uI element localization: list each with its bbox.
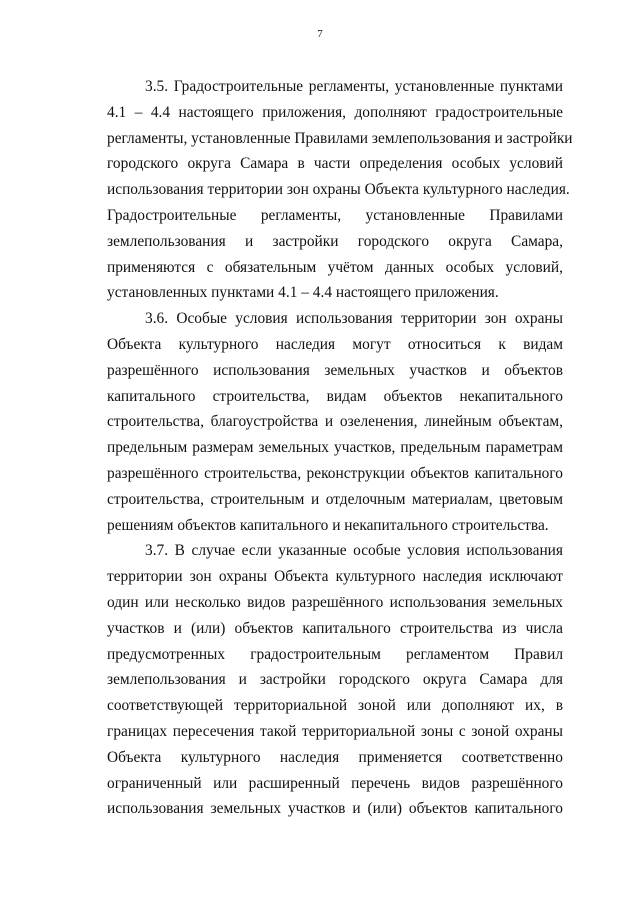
text-line: строительства, благоустройства и озеленения, линейным объектам,	[107, 413, 563, 431]
text-line: ограниченный или расширенный перечень видов разрешённого	[107, 774, 563, 792]
text-line: Градостроительные регламенты, установленные Правилами	[107, 206, 563, 224]
text-line: строительства, строительным и отделочным материалам, цветовым	[107, 490, 563, 508]
text-line: землепользования и застройки городского округа Самара,	[107, 232, 563, 250]
paragraph-3-6	[107, 306, 563, 538]
text-line: 3.7. В случае если указанные особые условия использования	[145, 542, 563, 560]
text-line: капитального строительства, видам объектов некапитального	[107, 387, 563, 405]
text-line: участков и (или) объектов капитального строительства из числа	[107, 619, 563, 637]
paragraph-3-5	[107, 74, 573, 306]
text-line: 3.5. Градостроительные регламенты, установленные пунктами	[145, 78, 563, 95]
text-line: разрешённого использования земельных участков и объектов	[107, 361, 563, 379]
text-line: использования земельных участков и (или) объектов капитального	[107, 800, 563, 818]
text-line: использования территории зон охраны Объекта культурного наследия.	[107, 181, 570, 199]
text-line: территории зон охраны Объекта культурного наследия исключают	[107, 568, 563, 586]
text-line: соответствующей территориальной зоной или дополняют их, в	[107, 697, 563, 715]
text-line: решениям объектов капитального и некапитального строительства.	[107, 516, 549, 534]
text-line: предусмотренных градостроительным регламентом Правил	[107, 645, 563, 663]
text-line: регламенты, установленные Правилами землепользования и застройки	[107, 129, 573, 147]
document-body	[107, 74, 573, 822]
text-line: разрешённого строительства, реконструкции объектов капитального	[107, 464, 563, 482]
text-line: 4.1 – 4.4 настоящего приложения, дополняют градостроительные	[107, 103, 563, 121]
text-line: городского округа Самара в части определения особых условий	[107, 155, 563, 173]
text-line: землепользования и застройки городского округа Самара для	[107, 671, 563, 689]
paragraph-3-7	[107, 538, 563, 822]
text-line: предельным размерам земельных участков, предельным параметрам	[107, 439, 563, 457]
text-line: установленных пунктами 4.1 – 4.4 настоящего приложения.	[107, 284, 499, 302]
text-line: применяются с обязательным учётом данных особых условий,	[107, 258, 563, 276]
text-line: Объекта культурного наследия применяется соответственно	[107, 748, 563, 766]
text-line: 3.6. Особые условия использования территории зон охраны	[145, 310, 563, 328]
text-line: границах пересечения такой территориальной зоны с зоной охраны	[107, 722, 563, 740]
text-line: один или несколько видов разрешённого использования земельных	[107, 593, 563, 611]
page-number: 7	[317, 28, 323, 40]
text-line: Объекта культурного наследия могут относиться к видам	[107, 335, 563, 353]
